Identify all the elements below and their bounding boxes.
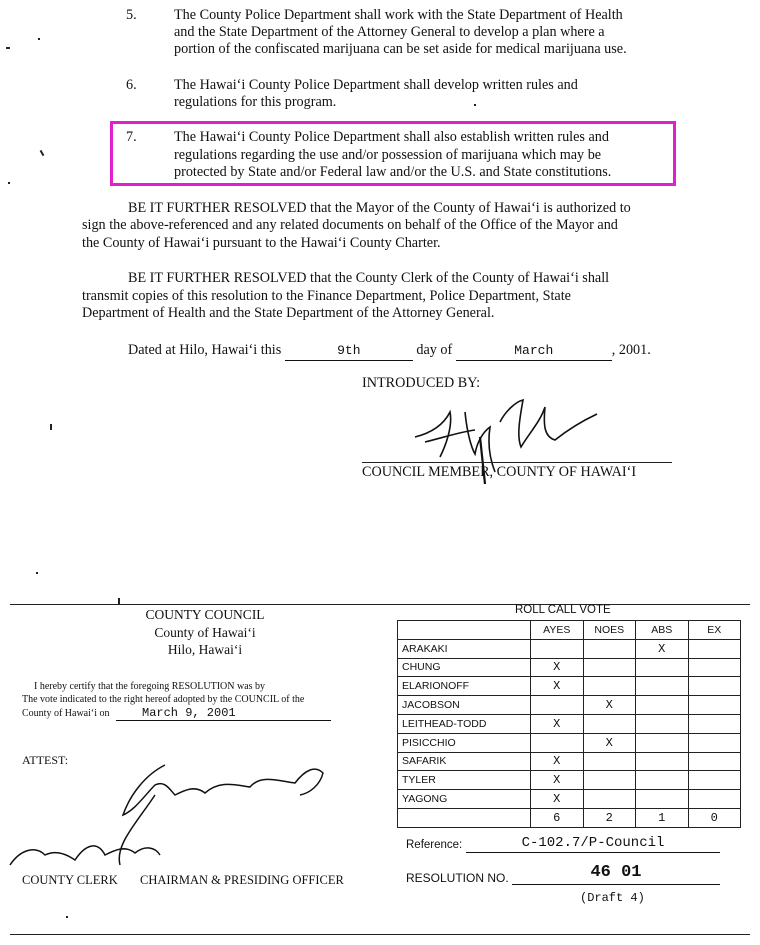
item-number: 5.: [126, 7, 137, 23]
scan-speck: [40, 150, 45, 156]
adopted-date: March 9, 2001: [116, 707, 331, 721]
roll-call-header-row: [398, 621, 741, 640]
totals-row: [398, 808, 741, 827]
column-header: EX: [688, 621, 741, 640]
vote-noes: X: [583, 696, 636, 715]
vote-ayes: [531, 733, 584, 752]
vote-ayes: [531, 639, 584, 658]
vote-noes: [583, 752, 636, 771]
vote-abs: [636, 790, 689, 809]
roll-call-title: ROLL CALL VOTE: [515, 604, 611, 616]
vote-ex: [688, 714, 741, 733]
column-header: NOES: [583, 621, 636, 640]
table-row: [398, 714, 741, 733]
roll-call-table: [397, 620, 741, 828]
member-name: CHUNG: [398, 658, 531, 677]
resolved-first-line: [128, 199, 631, 217]
vote-ayes: X: [531, 677, 584, 696]
scan-speck: [50, 424, 52, 430]
vote-noes: [583, 714, 636, 733]
resolution-number-value: 46 01: [512, 862, 720, 885]
certify-line: The vote indicated to the right hereof adopted by the COUNCIL of the: [22, 694, 305, 705]
member-name: SAFARIK: [398, 752, 531, 771]
column-header: AYES: [531, 621, 584, 640]
council-city: Hilo, Hawaiʻi: [167, 642, 243, 657]
vote-ayes: X: [531, 658, 584, 677]
vote-abs: [636, 771, 689, 790]
scan-speck: [8, 182, 10, 184]
certify-line-text: County of Hawaiʻi on: [22, 708, 110, 719]
resolution-number-label: RESOLUTION NO.: [406, 871, 509, 885]
scan-speck: [38, 38, 40, 40]
resolved-heading: BE IT FURTHER RESOLVED: [128, 270, 307, 286]
member-name: PISICCHIO: [398, 733, 531, 752]
total-ayes: 6: [531, 808, 584, 827]
scan-speck: [118, 598, 120, 604]
total-abs: 1: [636, 808, 689, 827]
vote-noes: [583, 639, 636, 658]
vote-ayes: [531, 696, 584, 715]
table-row: [398, 696, 741, 715]
vote-ex: [688, 733, 741, 752]
reference-label: Reference:: [406, 839, 463, 851]
item-text-line: protected by State and/or Federal law and/or the U.S. and State constitutions.: [174, 164, 612, 180]
dated-line: [128, 341, 651, 361]
officer-signatures: [5, 755, 345, 875]
dated-suffix: , 2001.: [611, 342, 651, 358]
vote-abs: X: [636, 639, 689, 658]
member-name: YAGONG: [398, 790, 531, 809]
member-name: LEITHEAD-TODD: [398, 714, 531, 733]
item-text-line: The Hawaiʻi County Police Department shall also establish written rules and: [174, 129, 609, 145]
item-text-line: regulations for this program.: [174, 94, 337, 110]
table-row: [398, 790, 741, 809]
scan-speck: [6, 47, 10, 49]
attest-label: ATTEST:: [22, 753, 69, 767]
total-ex: 0: [688, 808, 741, 827]
vote-abs: [636, 696, 689, 715]
dated-middle: day of: [416, 342, 453, 358]
vote-ayes: X: [531, 790, 584, 809]
item-number: 6.: [126, 77, 137, 93]
resolved-text: that the County Clerk of the County of Hawaiʻi shall: [306, 270, 610, 286]
council-county: County of Hawaiʻi: [154, 625, 256, 640]
introduced-by-label: INTRODUCED BY:: [362, 375, 481, 391]
item-number: 7.: [126, 129, 137, 145]
dated-day: 9th: [285, 342, 413, 361]
table-row: [398, 677, 741, 696]
item-text-line: The Hawaiʻi County Police Department shall develop written rules and: [174, 77, 578, 93]
county-clerk-label: COUNTY CLERK: [22, 873, 118, 887]
table-row: [398, 752, 741, 771]
item-text-line: portion of the confiscated marijuana can be set aside for medical marijuana use.: [174, 41, 627, 57]
council-title: COUNTY COUNCIL: [145, 607, 265, 622]
resolved-first-line: [128, 269, 609, 287]
vote-abs: [636, 658, 689, 677]
vote-noes: [583, 790, 636, 809]
reference-value: C-102.7/P-Council: [466, 834, 720, 853]
resolved-text-line: transmit copies of this resolution to the Finance Department, Police Department, State: [82, 288, 571, 304]
dated-month: March: [456, 342, 612, 361]
resolved-text: that the Mayor of the County of Hawaiʻi is authorized to: [306, 200, 631, 216]
table-row: [398, 733, 741, 752]
bottom-section-bottom-rule: [10, 934, 750, 935]
vote-noes: [583, 771, 636, 790]
certify-line: I hereby certify that the foregoing RESOLUTION was by: [34, 681, 266, 692]
resolution-draft: (Draft 4): [580, 891, 645, 905]
vote-ayes: X: [531, 771, 584, 790]
resolved-text-line: the County of Hawaiʻi pursuant to the Hawaiʻi County Charter.: [82, 235, 441, 251]
item-text-line: The County Police Department shall work with the State Department of Health: [174, 7, 623, 23]
vote-ex: [688, 658, 741, 677]
vote-abs: [636, 733, 689, 752]
totals-blank: [398, 808, 531, 827]
chairman-label: CHAIRMAN & PRESIDING OFFICER: [140, 873, 344, 887]
vote-abs: [636, 752, 689, 771]
vote-ex: [688, 771, 741, 790]
member-name: TYLER: [398, 771, 531, 790]
vote-noes: X: [583, 733, 636, 752]
table-row: [398, 658, 741, 677]
member-name: ARAKAKI: [398, 639, 531, 658]
certify-line: [22, 707, 331, 721]
dated-prefix: Dated at Hilo, Hawaiʻi this: [128, 342, 282, 358]
vote-ayes: X: [531, 714, 584, 733]
resolved-heading: BE IT FURTHER RESOLVED: [128, 200, 307, 216]
resolved-text-line: sign the above-referenced and any related documents on behalf of the Office of the Mayor and: [82, 217, 618, 233]
vote-ex: [688, 696, 741, 715]
item-text-line: and the State Department of the Attorney General to develop a plan where a: [174, 24, 605, 40]
member-name: ELARIONOFF: [398, 677, 531, 696]
scan-speck: [36, 572, 38, 574]
council-member-title: COUNCIL MEMBER, COUNTY OF HAWAIʻI: [362, 464, 637, 480]
scan-speck: [474, 104, 476, 106]
column-header: ABS: [636, 621, 689, 640]
bottom-section-top-rule: [10, 604, 750, 605]
vote-noes: [583, 658, 636, 677]
roll-call-header-blank: [398, 621, 531, 640]
member-name: JACOBSON: [398, 696, 531, 715]
vote-ex: [688, 677, 741, 696]
scan-speck: [66, 916, 68, 918]
table-row: [398, 639, 741, 658]
vote-abs: [636, 677, 689, 696]
resolved-text-line: Department of Health and the State Department of the Attorney General.: [82, 305, 495, 321]
vote-noes: [583, 677, 636, 696]
item-text-line: regulations regarding the use and/or possession of marijuana which may be: [174, 147, 602, 163]
total-noes: 2: [583, 808, 636, 827]
table-row: [398, 771, 741, 790]
vote-ayes: X: [531, 752, 584, 771]
vote-abs: [636, 714, 689, 733]
vote-ex: [688, 639, 741, 658]
vote-ex: [688, 752, 741, 771]
vote-ex: [688, 790, 741, 809]
